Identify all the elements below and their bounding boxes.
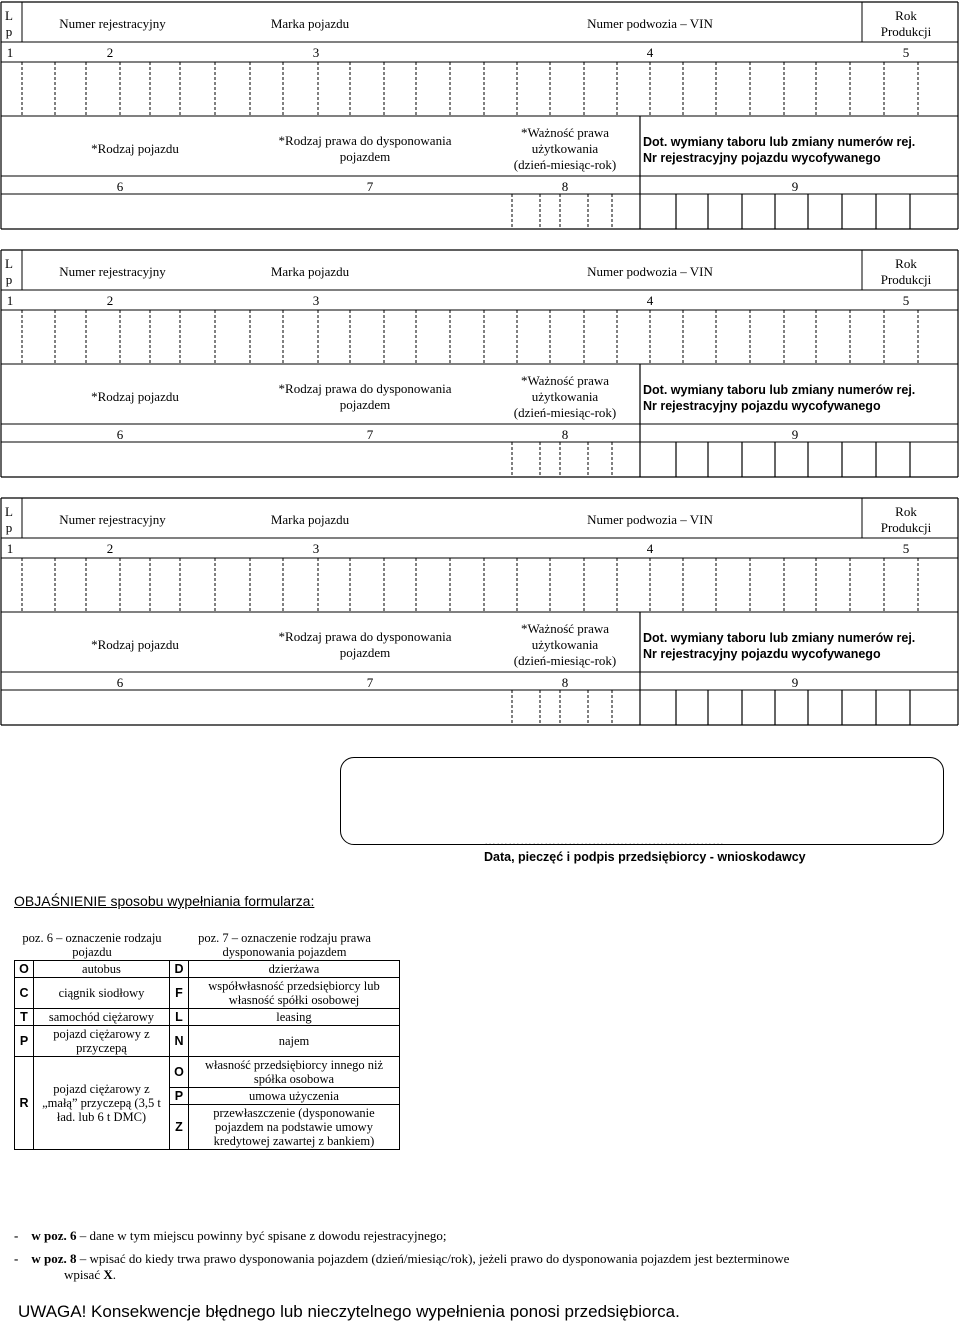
col-num-3: 3 xyxy=(312,293,320,308)
validity-header xyxy=(490,373,640,421)
rok-line1: Rok xyxy=(895,8,917,23)
col-num-7: 7 xyxy=(366,675,374,690)
legend-row xyxy=(15,961,400,978)
fleet-change-line2: Nr rejestracyjny pojazdu wycofywanego xyxy=(643,151,881,165)
validity-line1: *Ważność prawa xyxy=(520,125,610,140)
col-num-6: 6 xyxy=(116,427,124,442)
validity-line1: *Ważność prawa xyxy=(520,621,610,636)
legend-code: F xyxy=(169,978,188,1009)
legend-label: własność przedsiębiorcy innego niż spółka osobowa xyxy=(188,1057,399,1088)
col-num-6: 6 xyxy=(116,179,124,194)
vehicle-record-block xyxy=(0,0,960,230)
registration-number-header: Numer rejestracyjny xyxy=(59,16,166,31)
col-num-1: 1 xyxy=(6,293,14,308)
legend-label: leasing xyxy=(188,1009,399,1026)
col-num-2: 2 xyxy=(106,293,114,308)
vehicle-record-block xyxy=(0,496,960,726)
validity-line2: użytkowania xyxy=(531,637,599,652)
fleet-change-header xyxy=(643,382,915,414)
legend-row xyxy=(15,1009,400,1026)
lp-label xyxy=(4,504,14,536)
signature-box[interactable] xyxy=(340,757,944,845)
legend-code: L xyxy=(169,1009,188,1026)
col-num-8: 8 xyxy=(561,675,569,690)
fleet-change-line2: Nr rejestracyjny pojazdu wycofywanego xyxy=(643,399,881,413)
record-grid xyxy=(0,248,960,478)
col-num-9: 9 xyxy=(791,179,799,194)
fleet-change-line1: Dot. wymiany taboru lub zmiany numerów rej. xyxy=(643,631,916,645)
legend-code: P xyxy=(169,1088,188,1105)
right-type-line2: pojazdem xyxy=(339,645,391,660)
legend-label: najem xyxy=(188,1026,399,1057)
registration-number-header: Numer rejestracyjny xyxy=(59,264,166,279)
production-year-header xyxy=(862,256,950,288)
right-type-header xyxy=(250,381,480,413)
vehicle-make-header: Marka pojazdu xyxy=(270,264,350,279)
right-type-header xyxy=(250,629,480,661)
legend-code: R xyxy=(15,1057,34,1150)
lp-line2: p xyxy=(5,520,13,535)
record-grid xyxy=(0,0,960,230)
col-num-5: 5 xyxy=(902,541,910,556)
legend-label: pojazd ciężarowy z przyczepą xyxy=(34,1026,170,1057)
validity-line1: *Ważność prawa xyxy=(520,373,610,388)
right-type-line2: pojazdem xyxy=(339,149,391,164)
signature-dots: …………………………………………………… xyxy=(484,834,724,848)
col-num-9: 9 xyxy=(791,675,799,690)
note-text: – wpisać do kiedy trwa prawo dysponowania pojazdem (dzień/miesiąc/rok), jeżeli prawo do dysponowania pojazdem jest bezterminowe xyxy=(79,1251,790,1266)
vehicle-type-header: *Rodzaj pojazdu xyxy=(91,637,179,652)
legend-label: umowa użyczenia xyxy=(188,1088,399,1105)
legend-label: pojazd ciężarowy z „małą” przyczepą (3,5 t ład. lub 6 t DMC) xyxy=(34,1057,170,1150)
fleet-change-header xyxy=(643,134,915,166)
legend-code: P xyxy=(15,1026,34,1057)
note-poz8-cont xyxy=(64,1267,116,1283)
right-type-header xyxy=(250,133,480,165)
rok-line2: Produkcji xyxy=(880,520,932,535)
lp-label xyxy=(4,256,14,288)
legend-row xyxy=(15,978,400,1009)
validity-line3: (dzień-miesiąc-rok) xyxy=(513,405,617,420)
note-dash: - xyxy=(14,1228,19,1243)
lp-line1: L xyxy=(5,504,13,519)
col-num-5: 5 xyxy=(902,293,910,308)
right-type-line1: *Rodzaj prawa do dysponowania xyxy=(278,133,452,148)
legend-code: O xyxy=(15,961,34,978)
fleet-change-line1: Dot. wymiany taboru lub zmiany numerów rej. xyxy=(643,383,916,397)
col-num-4: 4 xyxy=(646,45,654,60)
rok-line2: Produkcji xyxy=(880,272,932,287)
registration-number-header: Numer rejestracyjny xyxy=(59,512,166,527)
col-num-4: 4 xyxy=(646,293,654,308)
legend-col7-header: poz. 7 – oznaczenie rodzaju prawa dysponowania pojazdem xyxy=(198,931,371,959)
lp-line2: p xyxy=(5,272,13,287)
legend-row xyxy=(15,1057,400,1088)
legend-label: współwłasność przedsiębiorcy lub własność spółki osobowej xyxy=(188,978,399,1009)
col-num-1: 1 xyxy=(6,45,14,60)
right-type-line1: *Rodzaj prawa do dysponowania xyxy=(278,381,452,396)
vehicle-type-header: *Rodzaj pojazdu xyxy=(91,389,179,404)
rok-line2: Produkcji xyxy=(880,24,932,39)
note-text: – dane w tym miejscu powinny być spisane z dowodu rejestracyjnego; xyxy=(79,1228,447,1243)
col-num-8: 8 xyxy=(561,179,569,194)
validity-header xyxy=(490,125,640,173)
fleet-change-line1: Dot. wymiany taboru lub zmiany numerów rej. xyxy=(643,135,916,149)
signature-caption: Data, pieczęć i podpis przedsiębiorcy - wnioskodawcy xyxy=(484,850,806,864)
validity-line2: użytkowania xyxy=(531,389,599,404)
validity-line2: użytkowania xyxy=(531,141,599,156)
vehicle-make-header: Marka pojazdu xyxy=(270,512,350,527)
col-num-7: 7 xyxy=(366,427,374,442)
legend-table xyxy=(14,930,400,1150)
legend-header-row xyxy=(15,930,400,961)
legend-code: Z xyxy=(169,1105,188,1150)
legend-label: ciągnik siodłowy xyxy=(34,978,170,1009)
note-poz6 xyxy=(14,1228,447,1244)
legend-label: autobus xyxy=(34,961,170,978)
warning-text: UWAGA! Konsekwencje błędnego lub nieczytelnego wypełnienia ponosi przedsiębiorca. xyxy=(18,1302,680,1321)
explanation-heading: OBJAŚNIENIE sposobu wypełniania formularza: xyxy=(14,893,315,909)
legend-code: D xyxy=(169,961,188,978)
legend-row xyxy=(15,1026,400,1057)
record-grid xyxy=(0,496,960,726)
legend-code: C xyxy=(15,978,34,1009)
vin-header: Numer podwozia – VIN xyxy=(587,512,713,527)
col-num-3: 3 xyxy=(312,541,320,556)
validity-header xyxy=(490,621,640,669)
col-num-4: 4 xyxy=(646,541,654,556)
vehicle-type-header: *Rodzaj pojazdu xyxy=(91,141,179,156)
production-year-header xyxy=(862,504,950,536)
note-poz8 xyxy=(14,1251,789,1267)
right-type-line1: *Rodzaj prawa do dysponowania xyxy=(278,629,452,644)
legend-col6-header: poz. 6 – oznaczenie rodzaju pojazdu xyxy=(22,931,162,959)
fleet-change-header xyxy=(643,630,915,662)
note-end: . xyxy=(112,1267,116,1282)
right-type-line2: pojazdem xyxy=(339,397,391,412)
lp-line1: L xyxy=(5,8,13,23)
col-num-2: 2 xyxy=(106,541,114,556)
note-poz-label: w poz. 6 xyxy=(31,1228,77,1243)
lp-label xyxy=(4,8,14,40)
legend-code: N xyxy=(169,1026,188,1057)
note-text: wpisać xyxy=(64,1267,101,1282)
note-poz-label: w poz. 8 xyxy=(31,1251,77,1266)
fleet-change-line2: Nr rejestracyjny pojazdu wycofywanego xyxy=(643,647,881,661)
col-num-3: 3 xyxy=(312,45,320,60)
col-num-8: 8 xyxy=(561,427,569,442)
vehicle-make-header: Marka pojazdu xyxy=(270,16,350,31)
note-x: X xyxy=(103,1267,113,1282)
vin-header: Numer podwozia – VIN xyxy=(587,264,713,279)
lp-line1: L xyxy=(5,256,13,271)
vin-header: Numer podwozia – VIN xyxy=(587,16,713,31)
vehicle-record-block xyxy=(0,248,960,478)
legend-label: dzierżawa xyxy=(188,961,399,978)
legend-label: samochód ciężarowy xyxy=(34,1009,170,1026)
validity-line3: (dzień-miesiąc-rok) xyxy=(513,653,617,668)
rok-line1: Rok xyxy=(895,256,917,271)
note-dash: - xyxy=(14,1251,19,1266)
col-num-5: 5 xyxy=(902,45,910,60)
production-year-header xyxy=(862,8,950,40)
legend-code: T xyxy=(15,1009,34,1026)
col-num-6: 6 xyxy=(116,675,124,690)
col-num-2: 2 xyxy=(106,45,114,60)
col-num-9: 9 xyxy=(791,427,799,442)
legend-label: przewłaszczenie (dysponowanie pojazdem na podstawie umowy kredytowej zawartej z bankiem) xyxy=(188,1105,399,1150)
validity-line3: (dzień-miesiąc-rok) xyxy=(513,157,617,172)
col-num-7: 7 xyxy=(366,179,374,194)
col-num-1: 1 xyxy=(6,541,14,556)
lp-line2: p xyxy=(5,24,13,39)
legend-code: O xyxy=(169,1057,188,1088)
rok-line1: Rok xyxy=(895,504,917,519)
